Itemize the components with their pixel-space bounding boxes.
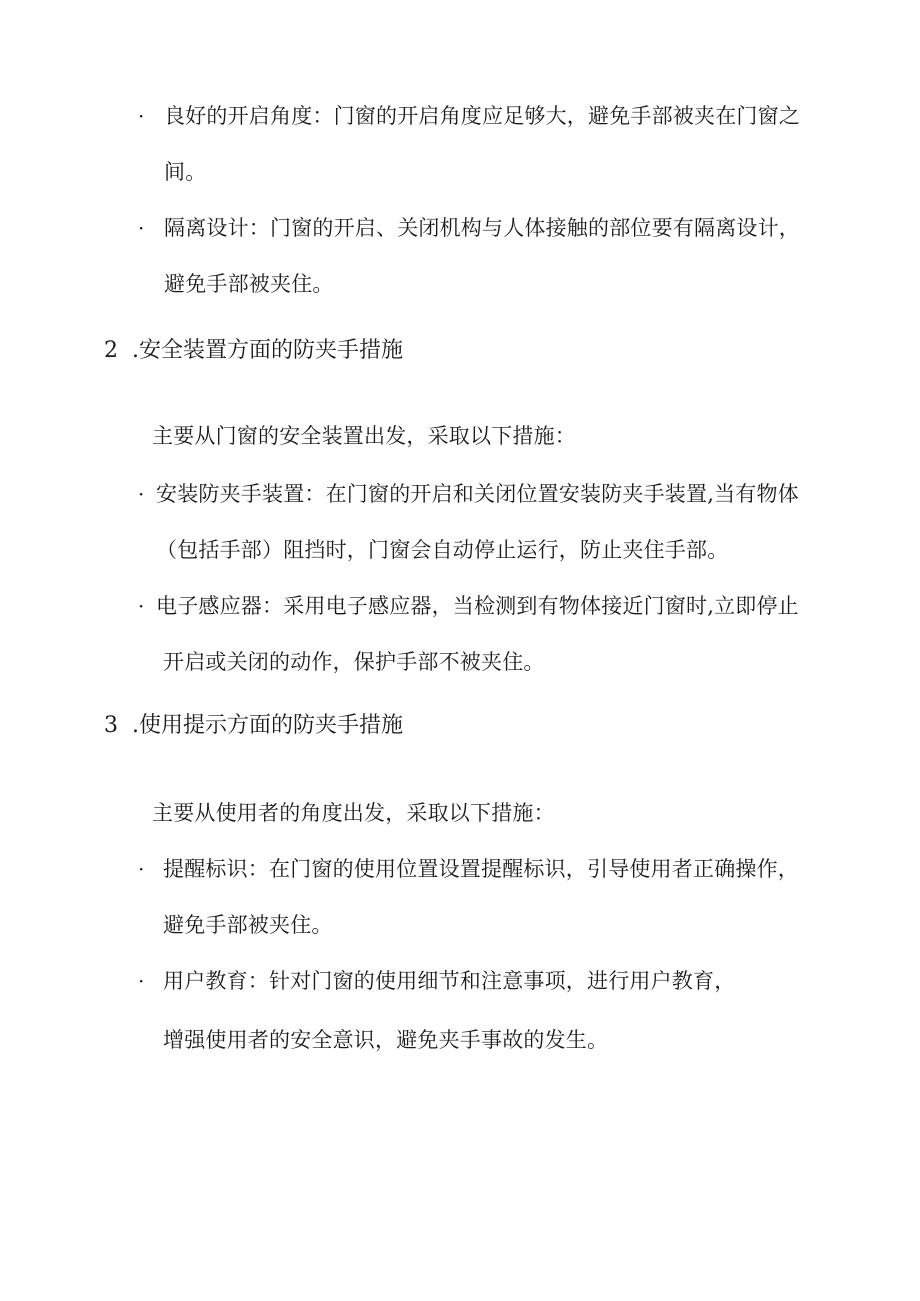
bullet-text-line: 良好的开启角度：门窗的开启角度应足够大，避免手部被夹在门窗之 (164, 104, 800, 128)
bullet-text-line: 开启或关闭的动作，保护手部不被夹住。 (163, 650, 545, 674)
bullet-text-line: 用户教育：针对门窗的使用细节和注意事项，进行用户教育， (163, 969, 736, 993)
bullet-text-line: 增强使用者的安全意识，避免夹手事故的发生。 (163, 1028, 609, 1052)
section-heading (104, 711, 403, 741)
bullet-marker: · (138, 216, 145, 240)
section-title: .安全装置方面的防夹手措施 (132, 338, 403, 363)
bullet-marker: · (138, 969, 145, 993)
bullet-text-line: 避免手部被夹住。 (163, 913, 333, 937)
bullet-text-line: 电子感应器：采用电子感应器，当检测到有物体接近门窗时,立即停止 (156, 594, 799, 618)
section-intro: 主要从门窗的安全装置出发，采取以下措施： (152, 424, 576, 448)
bullet-text-line: 隔离设计：门窗的开启、关闭机构与人体接触的部位要有隔离设计， (164, 216, 800, 240)
bullet-text-line: 提醒标识：在门窗的使用位置设置提醒标识，引导使用者正确操作， (163, 857, 799, 881)
bullet-marker: · (138, 594, 145, 618)
bullet-marker: · (138, 482, 145, 506)
section-number: 3 (104, 713, 118, 738)
bullet-text-line: 安装防夹手装置：在门窗的开启和关闭位置安装防夹手装置,当有物体 (156, 482, 799, 506)
section-number: 2 (104, 338, 118, 363)
section-title: .使用提示方面的防夹手措施 (132, 713, 403, 738)
bullet-text-line: 避免手部被夹住。 (164, 272, 334, 296)
bullet-text-line: 间。 (164, 160, 207, 184)
bullet-marker: · (138, 104, 145, 128)
section-intro: 主要从使用者的角度出发，采取以下措施： (152, 801, 555, 825)
bullet-marker: · (138, 857, 145, 881)
bullet-text-line: （包括手部）阻挡时，门窗会自动停止运行，防止夹住手部。 (156, 538, 729, 562)
section-heading (104, 336, 403, 366)
